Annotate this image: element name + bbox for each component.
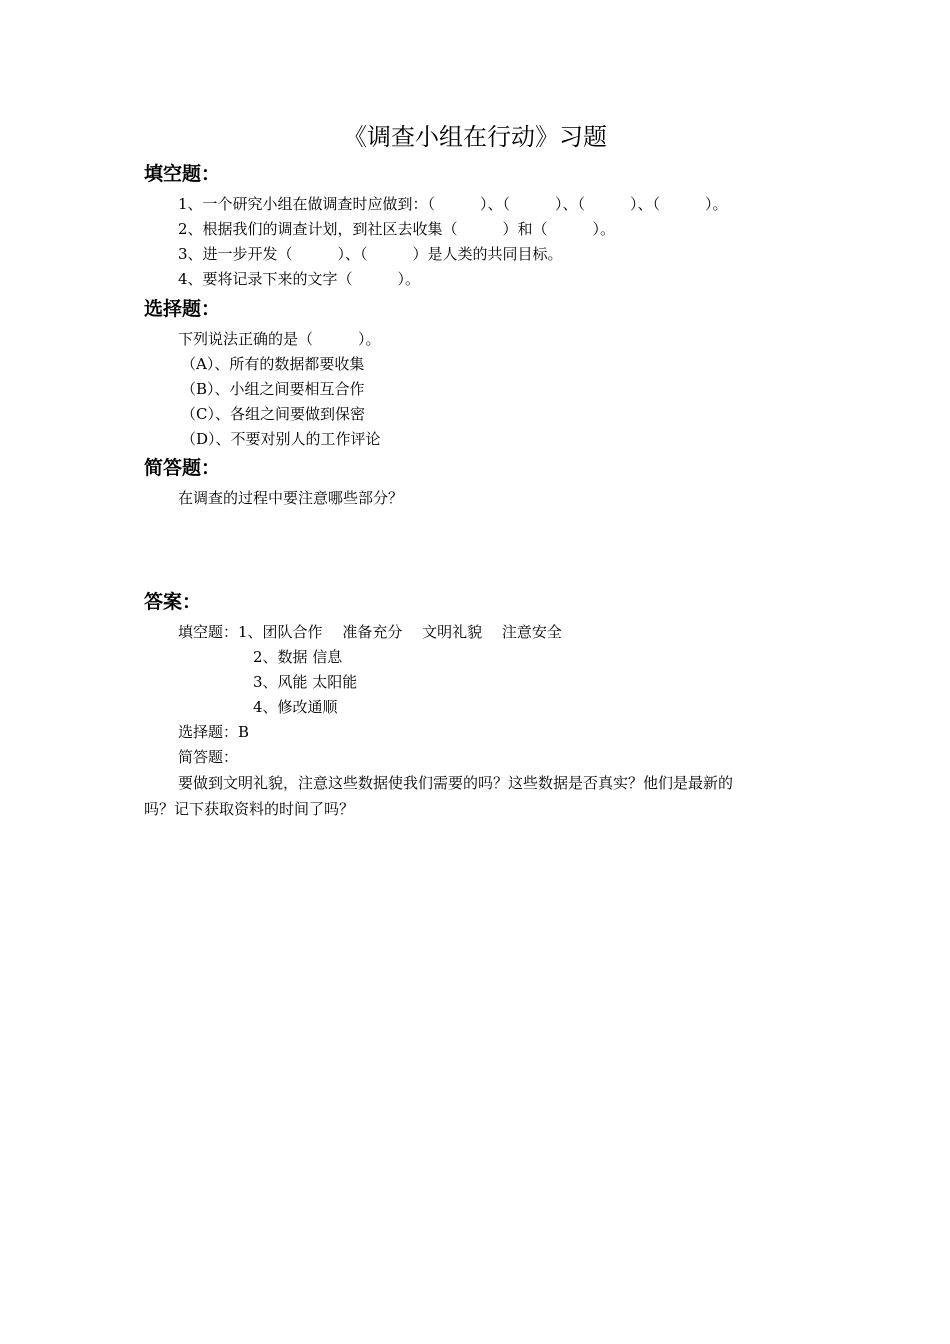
short-answer-heading: 简答题：: [144, 457, 221, 479]
answers-heading: 答案：: [144, 591, 202, 613]
answer-choice: 选择题：B: [178, 723, 250, 741]
choice-option-b: （B）、小组之间要相互合作: [181, 380, 365, 398]
fill-blank-question-2: 2、根据我们的调查计划，到社区去收集（ ）和（ ）。: [178, 220, 616, 238]
fill-blank-heading: 填空题：: [144, 163, 221, 185]
answer-fill-line-4: 4、修改通顺: [253, 698, 338, 716]
choice-option-c: （C）、各组之间要做到保密: [181, 405, 365, 423]
choice-option-a: （A）、所有的数据都要收集: [181, 355, 365, 373]
fill-blank-question-4: 4、要将记录下来的文字（ ）。: [178, 270, 421, 288]
answer-short-label: 简答题：: [178, 748, 239, 766]
answer-short-line-2: 吗？记下获取资料的时间了吗？: [144, 800, 355, 818]
multiple-choice-question: 下列说法正确的是（ ）。: [178, 330, 381, 348]
page-title: 《调查小组在行动》习题: [343, 123, 607, 151]
fill-blank-question-1: 1、一个研究小组在做调查时应做到：（ ）、（ ）、（ ）、（ ）。: [178, 195, 728, 213]
answer-short-line-1: 要做到文明礼貌，注意这些数据使我们需要的吗？这些数据是否真实？他们是最新的: [178, 774, 734, 792]
answer-fill-line-3: 3、风能 太阳能: [253, 673, 358, 691]
fill-blank-question-3: 3、进一步开发（ ）、（ ）是人类的共同目标。: [178, 245, 563, 263]
choice-option-d: （D）、不要对别人的工作评论: [181, 430, 381, 448]
multiple-choice-heading: 选择题：: [144, 298, 221, 320]
short-answer-question: 在调查的过程中要注意哪些部分？: [178, 489, 404, 507]
answer-fill-line-2: 2、数据 信息: [253, 648, 343, 666]
answer-fill-line-1: 填空题：1、团队合作 准备充分 文明礼貌 注意安全: [178, 623, 562, 641]
